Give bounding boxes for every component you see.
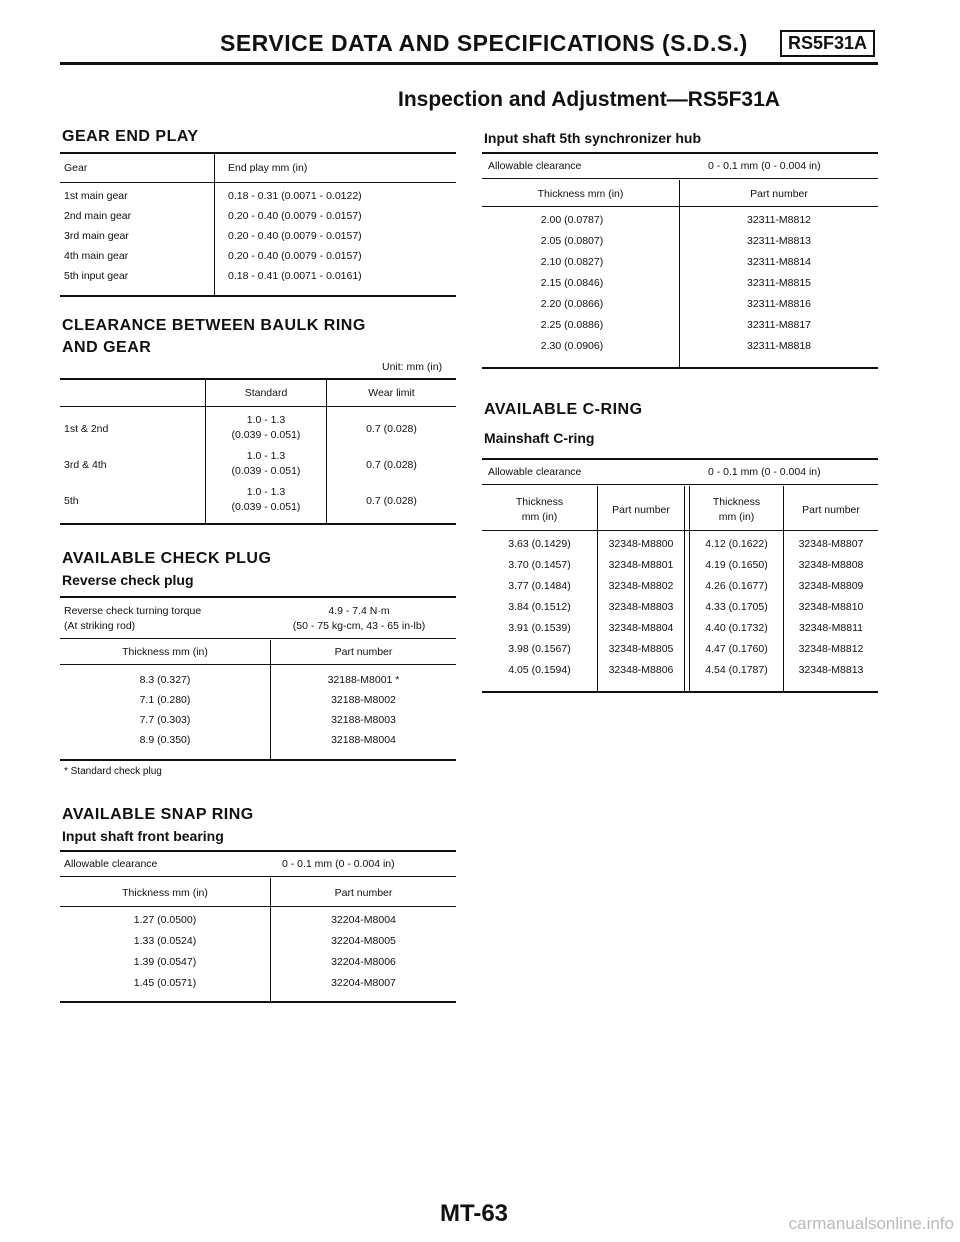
page-header-title: SERVICE DATA AND SPECIFICATIONS (S.D.S.) [220,30,748,56]
baulk-standard-line2: (0.039 - 0.051) [231,429,301,441]
c-ring-col-part-b: Part number [802,504,860,516]
snap-part-cell: 32204-M8005 [331,935,396,947]
hub-part-cell: 32311-M8818 [746,340,812,352]
cring-part-cell: 32348-M8811 [798,622,864,634]
sync-hub-clearance-label: Allowable clearance [488,160,582,172]
hub-part-cell: 32311-M8817 [746,319,812,331]
baulk-ring-top-rule [60,378,456,380]
page-subtitle: Inspection and Adjustment—RS5F31A [398,88,780,111]
baulk-ring-title-2: AND GEAR [62,339,152,356]
page-number: MT-63 [440,1200,509,1227]
hub-thickness-cell: 2.25 (0.0886) [540,319,604,331]
cring-part-cell: 32348-M8802 [608,580,674,592]
snap-ring-bottom-rule [60,1001,456,1003]
check-plug-col-thickness: Thickness mm (in) [122,646,208,658]
baulk-standard-line1: 1.0 - 1.3 [246,486,286,498]
check-plug-header-rule [60,664,456,665]
snap-thickness-cell: 1.27 (0.0500) [133,914,197,926]
col-end-play: End play mm (in) [228,162,308,174]
cring-thickness-cell: 4.12 (0.1622) [705,538,768,550]
check-plug-top-rule [60,596,456,598]
baulk-gear-label: 1st & 2nd [64,423,109,435]
col-wear-limit: Wear limit [368,387,415,399]
snap-part-cell: 32204-M8004 [331,914,396,926]
check-plug-footnote: * Standard check plug [64,766,162,777]
gear-end-play-title: GEAR END PLAY [62,128,199,145]
hub-part-cell: 32311-M8812 [746,214,812,226]
cring-thickness-cell: 4.54 (0.1787) [705,664,768,676]
plug-thickness-cell: 7.1 (0.280) [139,694,191,706]
watermark: carmanualsonline.info [788,1214,954,1233]
sync-hub-top-rule [482,152,878,154]
end-play-cell: 0.18 - 0.41 (0.0071 - 0.0161) [228,270,362,282]
sync-hub-header-rule [482,206,878,207]
hub-thickness-cell: 2.00 (0.0787) [540,214,604,226]
cring-part-cell: 32348-M8801 [608,559,674,571]
cring-thickness-cell: 3.98 (0.1567) [508,643,571,655]
baulk-gear-label: 3rd & 4th [64,459,107,471]
sync-hub-clearance-value: 0 - 0.1 mm (0 - 0.004 in) [708,160,821,172]
c-ring-col-thickness-a-line1: Thickness [515,496,564,508]
gear-name-cell: 1st main gear [64,190,128,202]
hub-thickness-cell: 2.10 (0.0827) [540,256,604,268]
snap-ring-mid-rule [60,876,456,877]
cring-thickness-cell: 4.05 (0.1594) [508,664,571,676]
plug-thickness-cell: 8.9 (0.350) [139,734,191,746]
cring-thickness-cell: 4.33 (0.1705) [705,601,768,613]
cring-thickness-cell: 4.19 (0.1650) [705,559,768,571]
hub-thickness-cell: 2.05 (0.0807) [540,235,604,247]
check-plug-col-part: Part number [334,646,393,658]
torque-label-1: Reverse check turning torque [64,605,202,617]
baulk-wear-limit: 0.7 (0.028) [366,423,417,435]
hub-part-cell: 32311-M8813 [746,235,812,247]
c-ring-col-thickness-a-line2: mm (in) [521,511,558,523]
cring-part-cell: 32348-M8803 [608,601,674,613]
cring-part-cell: 32348-M8813 [798,664,864,676]
snap-thickness-cell: 1.39 (0.0547) [133,956,197,968]
baulk-standard-line2: (0.039 - 0.051) [231,501,301,513]
end-play-cell: 0.20 - 0.40 (0.0079 - 0.0157) [228,210,362,222]
end-play-cell: 0.20 - 0.40 (0.0079 - 0.0157) [228,230,362,242]
gear-name-cell: 3rd main gear [64,230,129,242]
hub-thickness-cell: 2.20 (0.0866) [540,298,604,310]
cring-thickness-cell: 3.70 (0.1457) [508,559,571,571]
col-standard: Standard [244,387,288,399]
snap-ring-top-rule [60,850,456,852]
gear-name-cell: 2nd main gear [64,210,132,222]
baulk-gear-label: 5th [64,495,79,507]
c-ring-clearance-label: Allowable clearance [488,466,582,478]
check-plug-title: AVAILABLE CHECK PLUG [62,550,272,567]
plug-part-cell: 32188-M8003 [331,714,396,726]
cring-part-cell: 32348-M8806 [608,664,674,676]
baulk-standard-line2: (0.039 - 0.051) [231,465,301,477]
gear-end-play-bottom-rule [60,295,456,297]
header-rule [60,62,878,65]
snap-ring-col-thickness: Thickness mm (in) [122,887,208,899]
c-ring-col-thickness-b-line1: Thickness [712,496,761,508]
cring-part-cell: 32348-M8812 [798,643,864,655]
gear-name-cell: 5th input gear [64,270,129,282]
end-play-cell: 0.18 - 0.31 (0.0071 - 0.0122) [228,190,362,202]
c-ring-header-rule [482,530,878,531]
snap-ring-clearance-label: Allowable clearance [64,858,158,870]
sync-hub-bottom-rule [482,367,878,369]
plug-thickness-cell: 7.7 (0.303) [139,714,191,726]
plug-part-cell: 32188-M8001 * [327,674,400,686]
baulk-wear-limit: 0.7 (0.028) [366,495,417,507]
plug-thickness-cell: 8.3 (0.327) [139,674,191,686]
cring-thickness-cell: 3.77 (0.1484) [508,580,571,592]
baulk-ring-unit: Unit: mm (in) [382,361,443,373]
torque-value-2: (50 - 75 kg-cm, 43 - 65 in-lb) [292,620,426,632]
c-ring-bottom-rule [482,691,878,693]
snap-thickness-cell: 1.45 (0.0571) [133,977,197,989]
baulk-standard-line1: 1.0 - 1.3 [246,414,286,426]
cring-part-cell: 32348-M8804 [608,622,674,634]
end-play-cell: 0.20 - 0.40 (0.0079 - 0.0157) [228,250,362,262]
c-ring-top-rule [482,458,878,460]
check-plug-bottom-rule [60,759,456,761]
check-plug-subtitle: Reverse check plug [62,572,194,588]
gear-end-play-header-rule [60,182,456,183]
baulk-wear-limit: 0.7 (0.028) [366,459,417,471]
sync-hub-title: Input shaft 5th synchronizer hub [484,130,702,146]
cring-part-cell: 32348-M8800 [608,538,674,550]
gear-end-play-top-rule [60,152,456,154]
cring-part-cell: 32348-M8807 [798,538,864,550]
c-ring-clearance-value: 0 - 0.1 mm (0 - 0.004 in) [708,466,821,478]
cring-part-cell: 32348-M8805 [608,643,674,655]
plug-part-cell: 32188-M8004 [331,734,396,746]
cring-thickness-cell: 3.84 (0.1512) [508,601,571,613]
c-ring-mid-rule [482,484,878,485]
gear-end-play-divider [214,154,215,296]
torque-value-1: 4.9 - 7.4 N·m [328,605,390,617]
hub-part-cell: 32311-M8815 [746,277,812,289]
gear-name-cell: 4th main gear [64,250,129,262]
cring-part-cell: 32348-M8808 [798,559,864,571]
snap-part-cell: 32204-M8007 [331,977,396,989]
sync-hub-col-thickness: Thickness mm (in) [537,188,624,200]
c-ring-col-part-a: Part number [612,504,670,516]
snap-ring-clearance-value: 0 - 0.1 mm (0 - 0.004 in) [282,858,395,870]
hub-part-cell: 32311-M8816 [746,298,812,310]
model-badge: RS5F31A [780,30,875,57]
snap-thickness-cell: 1.33 (0.0524) [133,935,197,947]
cring-thickness-cell: 4.26 (0.1677) [705,580,768,592]
cring-thickness-cell: 3.91 (0.1539) [508,622,571,634]
sync-hub-mid-rule [482,178,878,179]
sync-hub-col-part: Part number [750,188,808,200]
baulk-ring-bottom-rule [60,523,456,525]
c-ring-title: AVAILABLE C-RING [484,401,643,418]
snap-ring-title: AVAILABLE SNAP RING [62,806,254,823]
cring-part-cell: 32348-M8809 [798,580,864,592]
cring-thickness-cell: 4.40 (0.1732) [705,622,768,634]
snap-ring-col-part: Part number [334,887,393,899]
col-gear: Gear [64,162,88,174]
cring-thickness-cell: 3.63 (0.1429) [508,538,571,550]
hub-thickness-cell: 2.30 (0.0906) [540,340,604,352]
snap-ring-subtitle: Input shaft front bearing [62,828,224,844]
baulk-standard-line1: 1.0 - 1.3 [246,450,286,462]
snap-ring-header-rule [60,906,456,907]
snap-part-cell: 32204-M8006 [331,956,396,968]
hub-thickness-cell: 2.15 (0.0846) [540,277,604,289]
torque-label-2: (At striking rod) [64,620,136,632]
c-ring-col-thickness-b-line2: mm (in) [718,511,755,523]
baulk-ring-title-1: CLEARANCE BETWEEN BAULK RING [62,317,366,334]
check-plug-mid-rule [60,638,456,639]
hub-part-cell: 32311-M8814 [746,256,812,268]
baulk-ring-header-rule [60,406,456,407]
plug-part-cell: 32188-M8002 [331,694,396,706]
cring-thickness-cell: 4.47 (0.1760) [705,643,768,655]
c-ring-subtitle: Mainshaft C-ring [484,430,595,446]
cring-part-cell: 32348-M8810 [798,601,864,613]
